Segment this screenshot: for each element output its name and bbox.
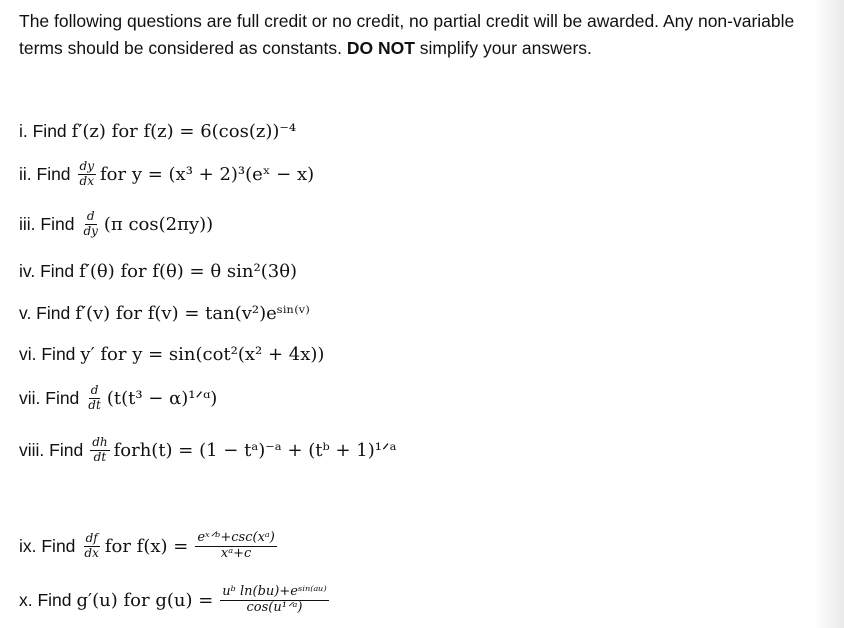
fraction-denominator: dy (83, 223, 98, 238)
fraction-denominator: dt (93, 449, 107, 464)
question-expression: f′(θ) for f(θ) = θ sin²(3θ) (79, 260, 298, 282)
rhs-fraction (220, 585, 328, 615)
derivative-fraction (86, 384, 103, 411)
rhs-denominator: xᵃ+c (220, 545, 252, 561)
question-6 (19, 334, 324, 374)
question-label: iii. Find (19, 213, 75, 234)
question-9 (19, 526, 281, 566)
fraction-denominator: dt (88, 397, 101, 412)
fraction-numerator: dy (79, 159, 95, 174)
question-expression: for f(x) = (104, 535, 189, 557)
question-4 (19, 251, 297, 291)
question-7 (19, 378, 217, 418)
question-label: ix. Find (19, 535, 76, 556)
derivative-fraction (90, 436, 109, 463)
question-8 (19, 430, 397, 470)
fraction-numerator: d (90, 383, 99, 398)
question-label: iv. Find (19, 260, 75, 281)
question-expression: (t(t³ − α)¹ᐟᵅ) (106, 387, 218, 409)
rhs-fraction (195, 531, 277, 561)
question-expression: forh(t) = (1 − tᵃ)⁻ᵃ + (tᵇ + 1)¹ᐟᵃ (113, 439, 397, 461)
question-3 (19, 204, 213, 244)
question-label: i. Find (19, 120, 67, 141)
question-label: ii. Find (19, 163, 71, 184)
question-expression: for y = (x³ + 2)³(eˣ − x) (100, 163, 315, 185)
question-expression: f′(z) for f(z) = 6(cos(z))⁻⁴ (71, 120, 297, 142)
question-expression: y′ for y = sin(cot²(x² + 4x)) (80, 343, 325, 365)
question-label: viii. Find (19, 439, 84, 460)
fraction-numerator: df (85, 531, 98, 546)
page-edge-shadow (814, 0, 844, 628)
instructions-emphasis: DO NOT (346, 38, 415, 58)
instructions-line2-pre: terms should be considered as constants. (19, 38, 347, 58)
question-2 (19, 154, 314, 194)
instructions-paragraph (19, 8, 834, 62)
derivative-fraction (78, 160, 96, 187)
instructions-line2-post: simplify your answers. (414, 38, 592, 58)
question-label: vi. Find (19, 343, 76, 364)
rhs-denominator: cos(u¹ᐟᵃ) (246, 599, 303, 615)
question-label: x. Find (19, 589, 72, 610)
question-expression: (π cos(2πy)) (103, 213, 214, 235)
question-expression: f′(v) for f(v) = tan(v²)eˢⁱⁿ⁽ᵛ⁾ (75, 302, 310, 324)
fraction-numerator: d (86, 209, 95, 224)
question-label: v. Find (19, 302, 71, 323)
fraction-denominator: dx (79, 173, 94, 188)
rhs-numerator: eˣᐟᵇ+csc(xᵃ) (197, 530, 275, 546)
question-expression: g′(u) for g(u) = (76, 589, 214, 611)
instructions-line1: The following questions are full credit or no credit, no partial credit will be awarded. Any non-variable (19, 11, 795, 31)
question-5 (19, 293, 310, 333)
question-10 (19, 580, 333, 620)
question-label: vii. Find (19, 387, 80, 408)
derivative-fraction (82, 532, 100, 559)
derivative-fraction (81, 210, 99, 237)
question-1 (19, 111, 296, 151)
fraction-denominator: dx (84, 545, 99, 560)
rhs-numerator: uᵇ ln(bu)+eˢⁱⁿ⁽ᵃᵘ⁾ (222, 584, 327, 600)
fraction-numerator: dh (92, 435, 108, 450)
